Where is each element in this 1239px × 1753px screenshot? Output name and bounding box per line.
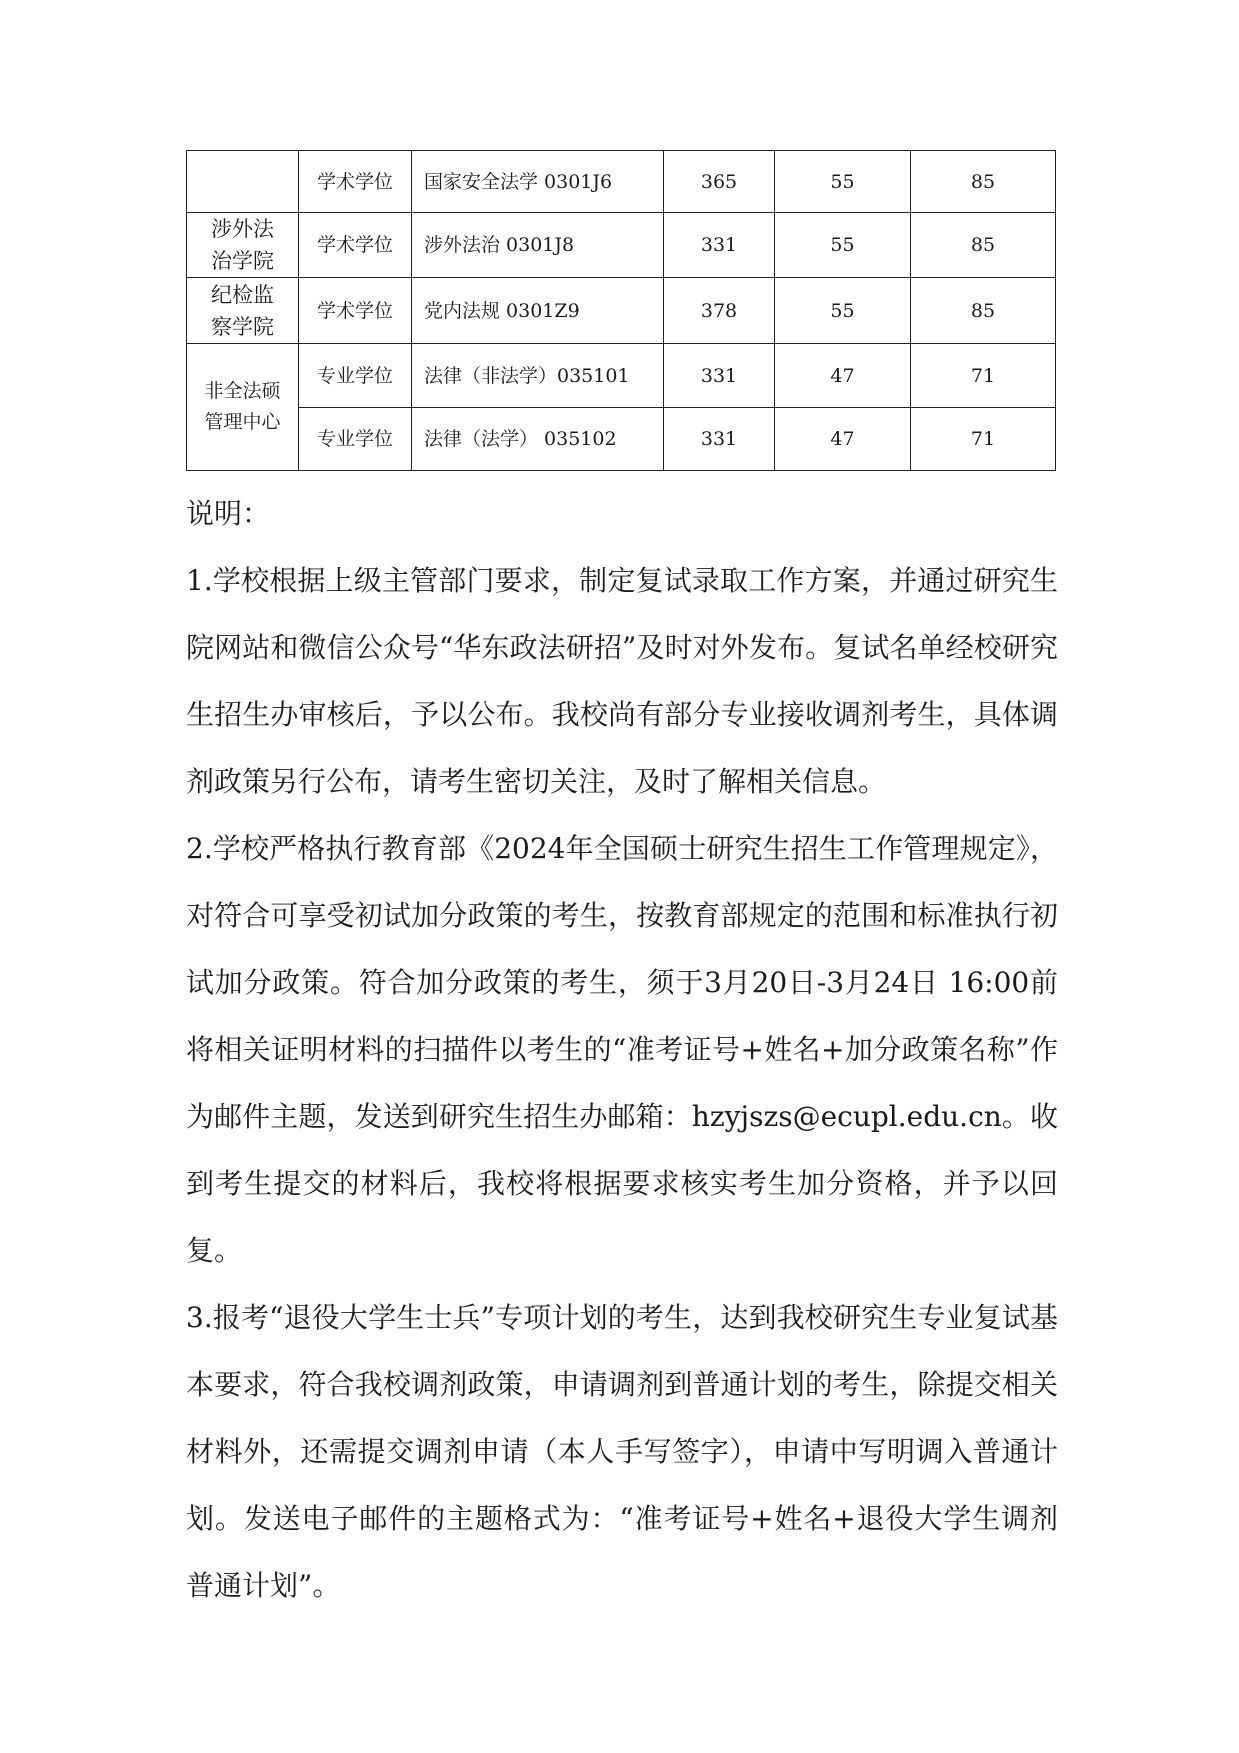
major-cell: 国家安全法学 0301J6: [412, 151, 664, 213]
college-line: 涉外法: [211, 217, 274, 241]
table-row: [187, 408, 1056, 471]
college-cell: [187, 278, 299, 344]
degree-cell: 学术学位: [299, 278, 412, 344]
college-line: 察学院: [211, 314, 274, 339]
major-cell: 法律（法学） 035102: [412, 408, 664, 471]
college-cell: [187, 151, 299, 213]
table-row: [187, 151, 1056, 213]
subject-score-cell: 55: [775, 151, 911, 213]
college-cell: [187, 213, 299, 278]
subject-score-cell: 47: [775, 344, 911, 408]
table-row: [187, 278, 1056, 344]
subject-score-cell: 55: [775, 278, 911, 344]
total-score-cell: 331: [664, 408, 775, 471]
college-line: 治学院: [211, 249, 274, 273]
degree-cell: 学术学位: [299, 213, 412, 278]
college-line: 纪检监: [211, 282, 274, 307]
subject-score-cell: 55: [775, 213, 911, 278]
note-item-2: 2.学校严格执行教育部《2024年全国硕士研究生招生工作管理规定》，对符合可享受初试加分政策的考生，按教育部规定的范围和标准执行初试加分政策。符合加分政策的考生，须于3月20日-3月24日 16:00前将相关证明材料的扫描件以考生的“准考证号+姓名+加分政策名称”作为邮件主题，发送到研究生招生办邮箱：hzyjszs@ecupl.edu.cn。收到考生提交的材料后，我校将根据要求核实考生加分资格，并予以回复。: [186, 832, 1058, 1267]
total-score-cell: 331: [664, 344, 775, 408]
subject-score-cell: 71: [911, 408, 1056, 471]
subject-score-cell: 85: [911, 213, 1056, 278]
table-row: [187, 344, 1056, 408]
degree-cell: 专业学位: [299, 408, 412, 471]
major-cell: 法律（非法学）035101: [412, 344, 664, 408]
subject-score-cell: 85: [911, 151, 1056, 213]
notes-heading: 说明：: [186, 497, 271, 530]
major-cell: 涉外法治 0301J8: [412, 213, 664, 278]
college-line: 管理中心: [204, 411, 281, 433]
notes-section: [186, 480, 1058, 1619]
degree-cell: 专业学位: [299, 344, 412, 408]
major-cell: 党内法规 0301Z9: [412, 278, 664, 344]
subject-score-cell: 85: [911, 278, 1056, 344]
total-score-cell: 331: [664, 213, 775, 278]
subject-score-cell: 47: [775, 408, 911, 471]
total-score-cell: 365: [664, 151, 775, 213]
table-row: [187, 213, 1056, 278]
note-item-3: 3.报考“退役大学生士兵”专项计划的考生，达到我校研究生专业复试基本要求，符合我校调剂政策，申请调剂到普通计划的考生，除提交相关材料外，还需提交调剂申请（本人手写签字），申请中写明调入普通计划。发送电子邮件的主题格式为：“准考证号+姓名+退役大学生调剂普通计划”。: [186, 1301, 1058, 1602]
note-item-1: 1.学校根据上级主管部门要求，制定复试录取工作方案，并通过研究生院网站和微信公众号“华东政法研招”及时对外发布。复试名单经校研究生招生办审核后，予以公布。我校尚有部分专业接收调剂考生，具体调剂政策另行公布，请考生密切关注，及时了解相关信息。: [186, 564, 1058, 798]
subject-score-cell: 71: [911, 344, 1056, 408]
college-cell: [187, 344, 299, 471]
total-score-cell: 378: [664, 278, 775, 344]
college-line: 非全法硕: [204, 380, 281, 402]
score-table: [186, 150, 1056, 471]
degree-cell: 学术学位: [299, 151, 412, 213]
